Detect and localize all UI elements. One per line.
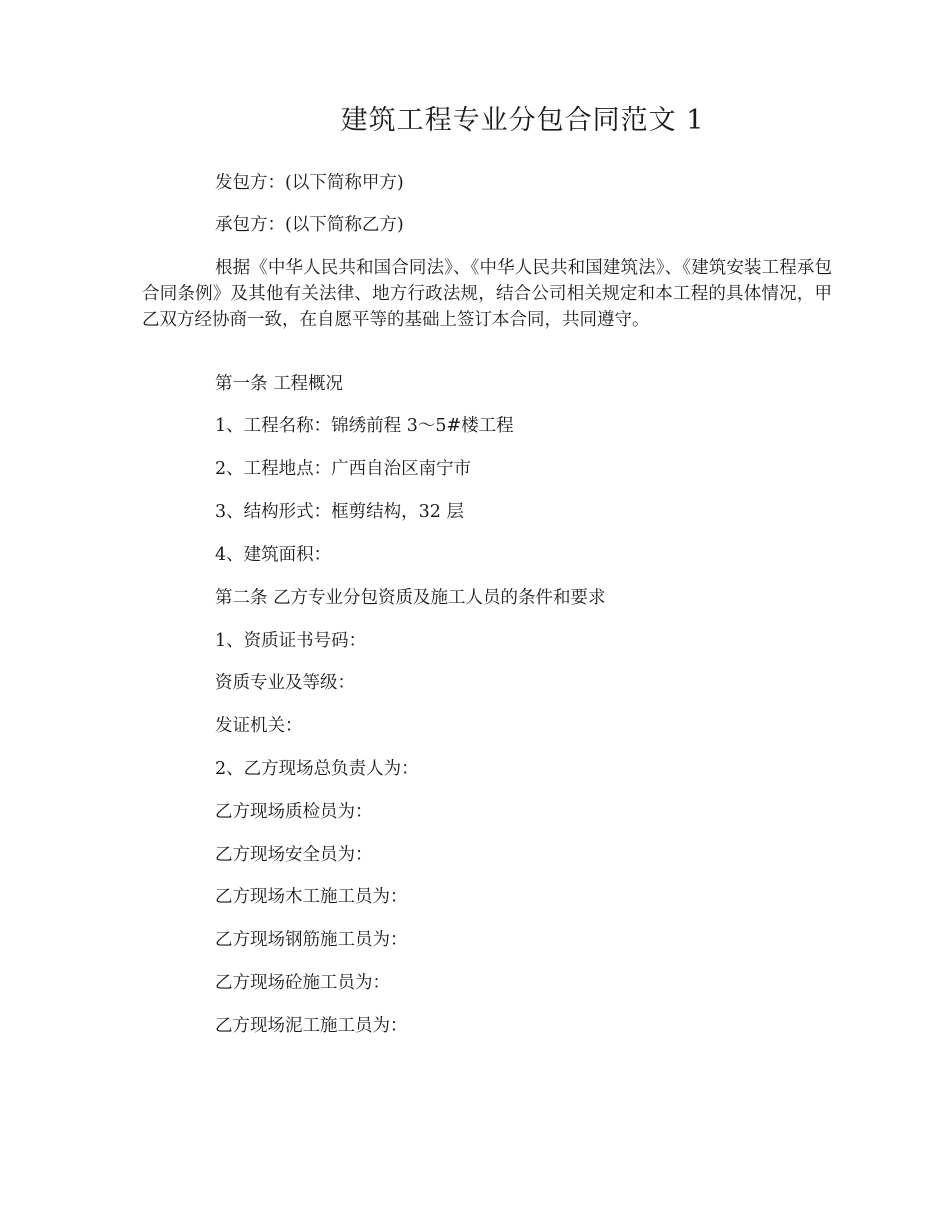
party-b-line: 承包方：(以下简称乙方)	[215, 215, 404, 235]
article-2-heading: 第二条 乙方专业分包资质及施工人员的条件和要求	[215, 588, 606, 608]
article-2-item: 2、乙方现场总负责人为：	[215, 759, 419, 779]
article-2-item: 乙方现场泥工施工员为：	[215, 1016, 408, 1036]
article-1-item: 4、建筑面积：	[215, 545, 332, 565]
preamble-paragraph: 根据《中华人民共和国合同法》、《中华人民共和国建筑法》、《建筑安装工程承包合同条例》及其他有关法律、地方行政法规，结合公司相关规定和本工程的具体情况，甲乙双方经协商一致，在自愿平等的基础上签订本合同，共同遵守。	[142, 258, 832, 330]
article-1-item: 1、工程名称：锦绣前程 3～5#楼工程	[215, 416, 514, 436]
article-1-heading: 第一条 工程概况	[215, 374, 344, 394]
article-2-item: 乙方现场木工施工员为：	[215, 887, 408, 907]
article-2-item: 1、资质证书号码：	[215, 631, 367, 651]
article-2-item: 乙方现场钢筋施工员为：	[215, 930, 408, 950]
article-2-item: 资质专业及等级：	[215, 673, 355, 693]
article-2-item: 乙方现场安全员为：	[215, 845, 373, 865]
party-a-line: 发包方：(以下简称甲方)	[215, 173, 404, 193]
document-title: 建筑工程专业分包合同范文 1	[340, 105, 705, 136]
article-1-item: 2、工程地点：广西自治区南宁市	[215, 459, 472, 479]
article-1-item: 3、结构形式：框剪结构，32 层	[215, 502, 464, 522]
article-2-item: 发证机关：	[215, 716, 303, 736]
article-2-item: 乙方现场质检员为：	[215, 802, 373, 822]
article-2-item: 乙方现场砼施工员为：	[215, 973, 390, 993]
